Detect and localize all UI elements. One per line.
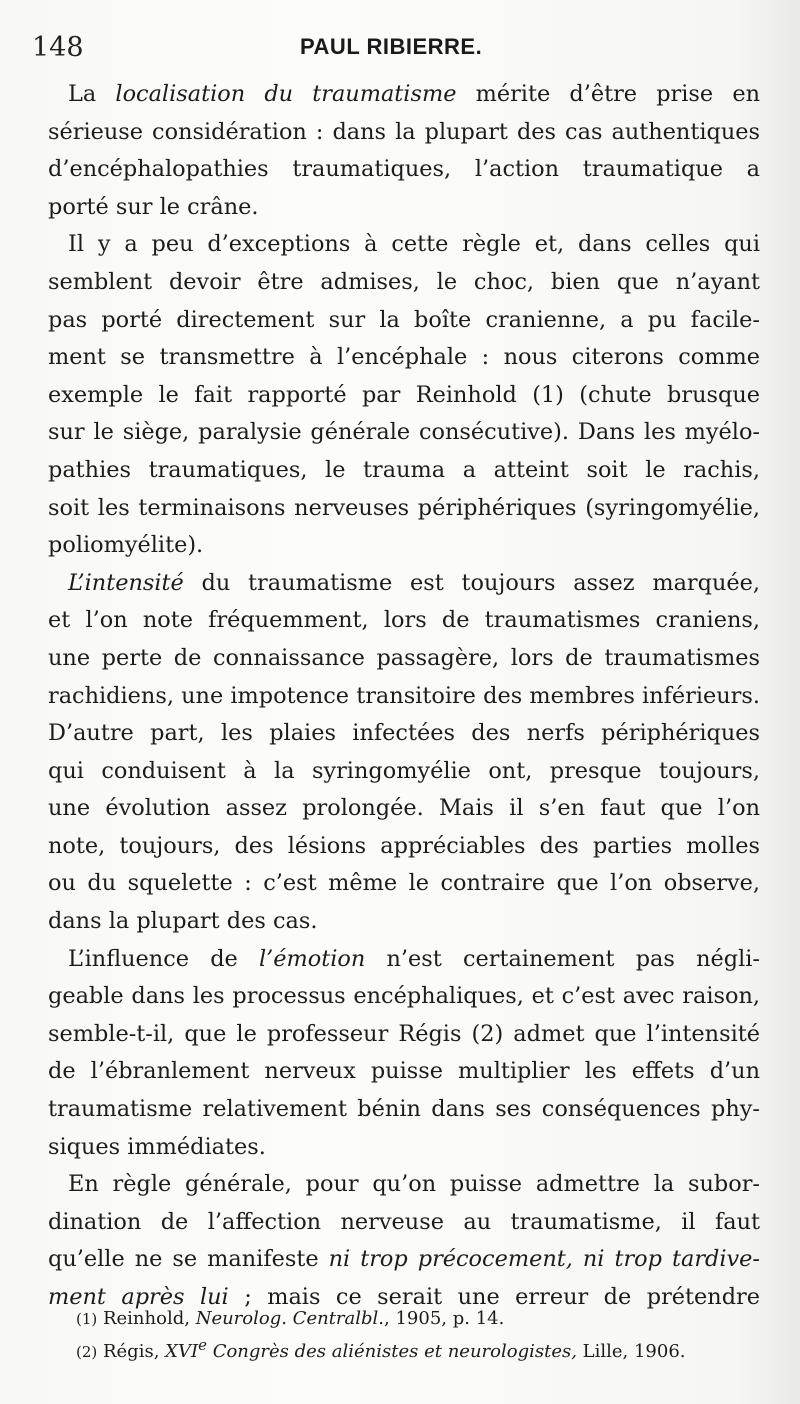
text-line: pathies traumatiques, le trauma a atteint soit le rachis, <box>48 456 760 483</box>
text-line: soit les terminaisons nerveuses périphériques (syringomyélie, <box>48 494 760 521</box>
text-line: pas porté directement sur la boîte cranienne, a pu facile- <box>48 306 760 333</box>
text-line: sérieuse considération : dans la plupart des cas authentiques <box>48 118 760 145</box>
text-line: dination de l’affection nerveuse au traumatisme, il faut <box>48 1208 760 1235</box>
footnotes <box>76 1306 760 1365</box>
text-line: rachidiens, une impotence transitoire des membres inférieurs. <box>48 682 760 709</box>
text-line: sur le siège, paralysie générale consécutive). Dans les myélo- <box>48 419 760 446</box>
footnote-text: Reinhold, Neurolog. Centralbl., 1905, p. 14. <box>97 1308 505 1329</box>
text-line: qu’elle ne se manifeste ni trop précocement, ni trop tardive- <box>48 1246 761 1273</box>
text-line: porté sur le crâne. <box>48 193 259 220</box>
text-line: ment se transmettre à l’encéphale : nous citerons comme <box>48 344 760 371</box>
footnote-number: (2) <box>76 1343 98 1361</box>
running-head: PAUL RIBIERRE. <box>300 34 483 59</box>
page-number: 148 <box>32 32 84 63</box>
text-line: ou du squelette : c’est même le contraire que l’on observe, <box>48 870 760 897</box>
footnote <box>76 1332 760 1365</box>
text-line: traumatisme relativement bénin dans ses conséquences phy- <box>48 1096 760 1123</box>
text-line: semble-t-il, que le professeur Régis (2) admet que l’intensité <box>48 1020 760 1047</box>
text-line: En règle générale, pour qu’on puisse admettre la subor- <box>68 1171 760 1198</box>
text-line: poliomyélite). <box>48 532 204 559</box>
body-text <box>48 76 760 1317</box>
text-line: D’autre part, les plaies infectées des nerfs périphériques <box>48 720 760 747</box>
text-line: Il y a peu d’exceptions à cette règle et, dans celles qui <box>68 231 760 258</box>
page-header <box>32 28 772 68</box>
footnote-text: Régis, XVIe Congrès des aliénistes et neurologistes, Lille, 1906. <box>97 1336 686 1362</box>
footnote <box>76 1306 760 1332</box>
text-line: de l’ébranlement nerveux puisse multiplier les effets d’un <box>48 1058 760 1085</box>
text-line: L’intensité du traumatisme est toujours assez marquée, <box>68 569 760 596</box>
text-line: dans la plupart des cas. <box>48 908 318 935</box>
footnote-number: (1) <box>76 1310 98 1328</box>
text-line: semblent devoir être admises, le choc, bien que n’ayant <box>48 268 760 295</box>
text-line: une perte de connaissance passagère, lors de traumatismes <box>48 644 760 671</box>
text-line: d’encéphalopathies traumatiques, l’action traumatique a <box>48 156 760 183</box>
text-line: ment après lui ; mais ce serait une erreur de prétendre <box>48 1284 760 1310</box>
text-line: et l’on note fréquemment, lors de traumatismes craniens, <box>48 607 760 634</box>
text-line: La localisation du traumatisme mérite d’être prise en <box>68 81 761 107</box>
text-line: exemple le fait rapporté par Reinhold (1) (chute brusque <box>48 381 760 408</box>
text-line: siques immédiates. <box>48 1133 266 1160</box>
text-line: geable dans les processus encéphaliques, et c’est avec raison, <box>48 983 760 1010</box>
text-line: L’influence de l’émotion n’est certainement pas négli- <box>68 945 760 972</box>
text-line: qui conduisent à la syringomyélie ont, presque toujours, <box>48 757 760 784</box>
text-line: note, toujours, des lésions appréciables des parties molles <box>48 832 760 859</box>
text-line: une évolution assez prolongée. Mais il s’en faut que l’on <box>48 795 760 822</box>
